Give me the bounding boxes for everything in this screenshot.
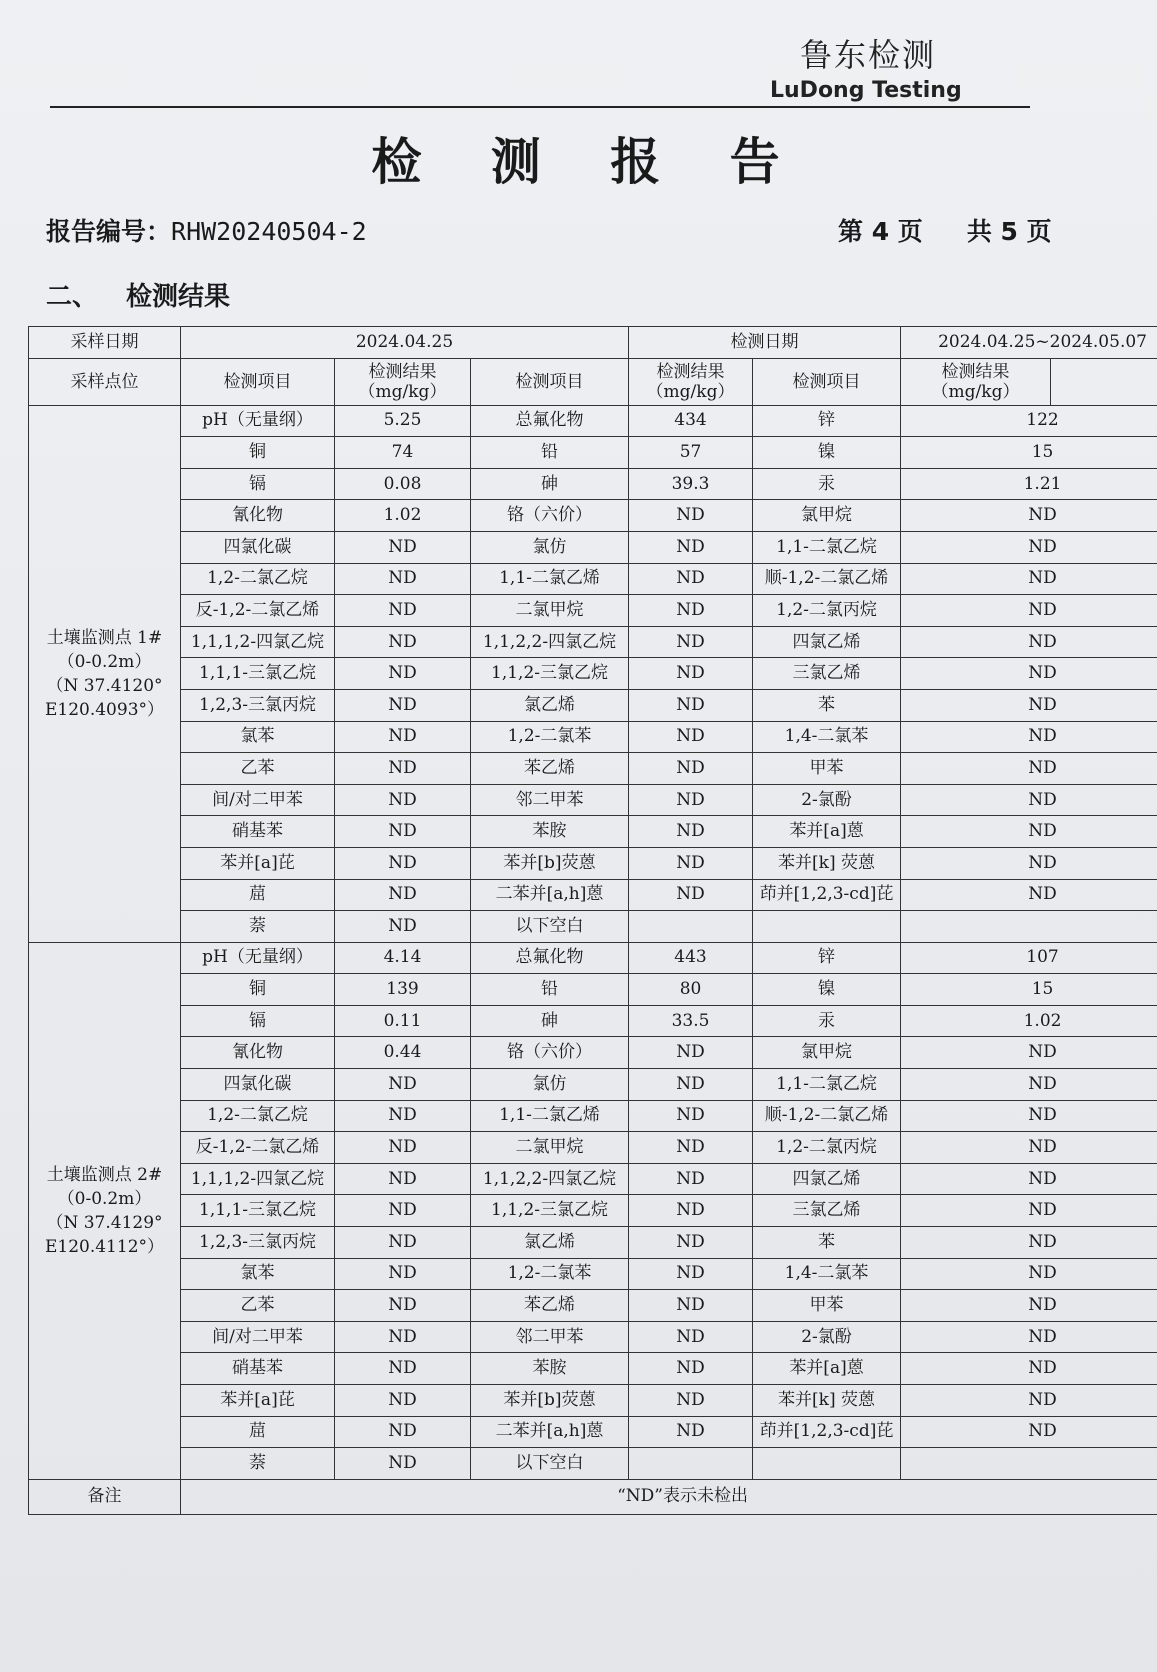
test-result-cell: ND <box>335 1163 471 1195</box>
test-item-cell: 汞 <box>753 1005 901 1037</box>
table-row <box>29 816 1157 848</box>
test-result-cell: ND <box>629 879 753 911</box>
test-item-cell: 苯并[b]荧蒽 <box>471 1385 629 1417</box>
test-item-cell: 苯 <box>753 689 901 721</box>
test-result-cell: ND <box>901 816 1157 848</box>
test-result-cell: ND <box>901 1385 1157 1417</box>
test-item-cell: 苯并[a]芘 <box>181 847 335 879</box>
site-line: （N 37.4120° <box>46 675 163 696</box>
test-item-cell: 汞 <box>753 468 901 500</box>
test-result-cell: ND <box>629 784 753 816</box>
result-header-unit: （mg/kg） <box>931 381 1020 402</box>
table-row <box>29 500 1157 532</box>
test-result-cell: 1.21 <box>901 468 1157 500</box>
test-item-cell: 1,2-二氯乙烷 <box>181 1100 335 1132</box>
test-item-cell: 锌 <box>753 942 901 974</box>
test-result-cell: ND <box>901 563 1157 595</box>
test-item-cell: 1,1,1-三氯乙烷 <box>181 658 335 690</box>
test-item-cell: 铅 <box>471 437 629 469</box>
test-result-cell: 107 <box>901 942 1157 974</box>
test-item-cell: 萘 <box>181 911 335 943</box>
test-result-cell: ND <box>335 1132 471 1164</box>
test-item-cell: 1,1,2,2-四氯乙烷 <box>471 626 629 658</box>
site-cell <box>29 942 181 1479</box>
test-result-cell: ND <box>335 1100 471 1132</box>
test-item-cell: 苯并[a]蒽 <box>753 816 901 848</box>
test-item-cell: 乙苯 <box>181 753 335 785</box>
test-result-cell: ND <box>335 595 471 627</box>
test-item-cell: 间/对二甲苯 <box>181 1321 335 1353</box>
test-result-cell <box>629 1448 753 1480</box>
brand-name-en: LuDong Testing <box>770 78 962 103</box>
test-result-cell: ND <box>335 879 471 911</box>
test-result-cell: 443 <box>629 942 753 974</box>
test-result-cell: ND <box>335 531 471 563</box>
table-row <box>29 721 1157 753</box>
table-row <box>29 1321 1157 1353</box>
test-result-cell: 434 <box>629 405 753 437</box>
test-result-cell: ND <box>335 1353 471 1385</box>
test-item-cell: 苯胺 <box>471 1353 629 1385</box>
test-result-cell: 74 <box>335 437 471 469</box>
test-item-cell: 2-氯酚 <box>753 784 901 816</box>
test-item-cell: 䓛 <box>181 879 335 911</box>
table-row <box>29 1163 1157 1195</box>
test-result-cell: ND <box>901 626 1157 658</box>
remark-label: 备注 <box>29 1479 181 1514</box>
test-item-cell: 四氯化碳 <box>181 531 335 563</box>
test-result-cell <box>901 911 1157 943</box>
test-item-cell: pH（无量纲） <box>181 942 335 974</box>
test-result-cell: ND <box>901 531 1157 563</box>
test-result-cell: ND <box>629 500 753 532</box>
test-item-cell: 二氯甲烷 <box>471 595 629 627</box>
test-result-cell: ND <box>901 847 1157 879</box>
test-item-cell: 总氟化物 <box>471 942 629 974</box>
test-result-cell: ND <box>335 1448 471 1480</box>
test-result-cell: ND <box>629 1132 753 1164</box>
test-result-cell: ND <box>901 1227 1157 1259</box>
result-header-label: 检测结果 <box>941 361 1010 382</box>
report-number-label: 报告编号： <box>46 217 172 246</box>
test-result-cell: ND <box>901 689 1157 721</box>
test-result-cell: 0.11 <box>335 1005 471 1037</box>
test-result-cell: ND <box>335 1416 471 1448</box>
table-row <box>29 879 1157 911</box>
table-row <box>29 595 1157 627</box>
test-result-cell: ND <box>629 1385 753 1417</box>
header-divider <box>50 106 1030 108</box>
test-item-cell: 1,1,2,2-四氯乙烷 <box>471 1163 629 1195</box>
test-result-cell: ND <box>901 1416 1157 1448</box>
test-result-cell: ND <box>335 784 471 816</box>
result-header-2 <box>629 358 753 405</box>
test-result-cell: ND <box>335 1069 471 1101</box>
test-result-cell: ND <box>629 1290 753 1322</box>
sampling-date-value: 2024.04.25 <box>181 327 629 359</box>
test-item-cell: 顺-1,2-二氯乙烯 <box>753 563 901 595</box>
test-item-cell: 1,1,1,2-四氯乙烷 <box>181 1163 335 1195</box>
document-title: 检 测 报 告 <box>371 133 806 191</box>
section-heading <box>46 276 230 313</box>
site-line: （0-0.2m） <box>57 651 152 672</box>
test-item-cell: 1,1-二氯乙烷 <box>753 1069 901 1101</box>
test-item-cell: 铅 <box>471 974 629 1006</box>
test-result-cell: ND <box>629 816 753 848</box>
test-item-cell: 苯 <box>753 1227 901 1259</box>
table-row <box>29 1227 1157 1259</box>
table-row <box>29 1416 1157 1448</box>
remark-row <box>29 1479 1157 1514</box>
test-result-cell: ND <box>901 753 1157 785</box>
test-result-cell: 80 <box>629 974 753 1006</box>
test-item-cell: 三氯乙烯 <box>753 658 901 690</box>
test-result-cell: 4.14 <box>335 942 471 974</box>
test-item-cell: 苯乙烯 <box>471 753 629 785</box>
test-item-cell: 1,2-二氯苯 <box>471 1258 629 1290</box>
table-row <box>29 942 1157 974</box>
table-row <box>29 911 1157 943</box>
test-item-cell: 1,1,1-三氯乙烷 <box>181 1195 335 1227</box>
table-row <box>29 1385 1157 1417</box>
test-result-cell: ND <box>901 595 1157 627</box>
table-row <box>29 689 1157 721</box>
table-row <box>29 1100 1157 1132</box>
test-result-cell: ND <box>335 911 471 943</box>
test-result-cell: ND <box>629 753 753 785</box>
site-line: E120.4093°） <box>44 699 165 720</box>
test-item-cell: 砷 <box>471 468 629 500</box>
test-item-cell: 甲苯 <box>753 753 901 785</box>
test-result-cell: 15 <box>901 974 1157 1006</box>
test-item-cell: 1,2,3-三氯丙烷 <box>181 1227 335 1259</box>
test-item-cell: 1,4-二氯苯 <box>753 1258 901 1290</box>
test-item-cell: 铬（六价） <box>471 1037 629 1069</box>
test-item-cell: 氰化物 <box>181 500 335 532</box>
test-result-cell: ND <box>629 1037 753 1069</box>
test-item-cell: 苯并[a]蒽 <box>753 1353 901 1385</box>
test-result-cell: ND <box>335 1195 471 1227</box>
test-item-cell: 铜 <box>181 437 335 469</box>
test-item-cell: 总氟化物 <box>471 405 629 437</box>
test-result-cell: ND <box>901 1037 1157 1069</box>
test-item-cell: 1,1-二氯乙烷 <box>753 531 901 563</box>
test-item-cell: 苯胺 <box>471 816 629 848</box>
test-item-cell: 镍 <box>753 437 901 469</box>
remark-text: “ND”表示未检出 <box>181 1479 1157 1514</box>
test-item-cell: 四氯乙烯 <box>753 1163 901 1195</box>
test-result-cell: ND <box>629 658 753 690</box>
page-current: 第 4 页 <box>838 217 923 246</box>
sampling-date-label: 采样日期 <box>29 327 181 359</box>
test-result-cell: 0.08 <box>335 468 471 500</box>
test-date-label: 检测日期 <box>629 327 901 359</box>
site-cell <box>29 405 181 942</box>
page-indicator <box>838 212 1052 248</box>
test-item-cell: 茚并[1,2,3-cd]芘 <box>753 1416 901 1448</box>
test-item-cell: 硝基苯 <box>181 816 335 848</box>
test-item-cell: 邻二甲苯 <box>471 1321 629 1353</box>
test-item-cell: 甲苯 <box>753 1290 901 1322</box>
test-item-cell: 顺-1,2-二氯乙烯 <box>753 1100 901 1132</box>
test-result-cell: 33.5 <box>629 1005 753 1037</box>
test-result-cell: ND <box>335 753 471 785</box>
test-result-cell: ND <box>901 500 1157 532</box>
test-item-cell: 二苯并[a,h]蒽 <box>471 1416 629 1448</box>
test-item-cell: 以下空白 <box>471 1448 629 1480</box>
table-row <box>29 437 1157 469</box>
test-result-cell: ND <box>629 1163 753 1195</box>
report-number-value: RHW20240504-2 <box>171 217 367 246</box>
test-result-cell: ND <box>901 1100 1157 1132</box>
section-title: 检测结果 <box>126 282 231 312</box>
results-table <box>28 326 1157 1515</box>
test-result-cell: 5.25 <box>335 405 471 437</box>
test-result-cell: ND <box>335 563 471 595</box>
test-item-cell: 氯乙烯 <box>471 689 629 721</box>
test-result-cell: ND <box>335 847 471 879</box>
test-result-cell: 0.44 <box>335 1037 471 1069</box>
test-date-value: 2024.04.25~2024.05.07 <box>901 327 1157 359</box>
test-item-cell: 邻二甲苯 <box>471 784 629 816</box>
site-line: 土壤监测点 1# <box>46 627 163 648</box>
test-result-cell <box>901 1448 1157 1480</box>
test-item-cell: 2-氯酚 <box>753 1321 901 1353</box>
test-result-cell: ND <box>629 847 753 879</box>
test-item-cell: 反-1,2-二氯乙烯 <box>181 1132 335 1164</box>
table-row <box>29 1258 1157 1290</box>
result-header-label: 检测结果 <box>656 361 725 382</box>
test-result-cell: ND <box>901 1353 1157 1385</box>
test-item-cell: pH（无量纲） <box>181 405 335 437</box>
test-result-cell: 39.3 <box>629 468 753 500</box>
site-line: 土壤监测点 2# <box>46 1164 163 1185</box>
test-item-cell: 1,4-二氯苯 <box>753 721 901 753</box>
test-item-cell: 苯并[b]荧蒽 <box>471 847 629 879</box>
section-number: 二、 <box>46 282 99 312</box>
table-row <box>29 1069 1157 1101</box>
test-result-cell: 122 <box>901 405 1157 437</box>
test-result-cell: ND <box>335 1385 471 1417</box>
test-item-cell: 锌 <box>753 405 901 437</box>
table-row <box>29 753 1157 785</box>
test-item-cell: 铬（六价） <box>471 500 629 532</box>
report-number <box>46 212 367 248</box>
table-row <box>29 1353 1157 1385</box>
test-item-cell: 茚并[1,2,3-cd]芘 <box>753 879 901 911</box>
test-result-cell: ND <box>901 658 1157 690</box>
test-result-cell: ND <box>901 1163 1157 1195</box>
table-row <box>29 1005 1157 1037</box>
test-item-cell: 三氯乙烯 <box>753 1195 901 1227</box>
test-result-cell: ND <box>629 563 753 595</box>
test-result-cell: 57 <box>629 437 753 469</box>
test-item-cell: 氯仿 <box>471 1069 629 1101</box>
column-header-row <box>29 358 1157 405</box>
test-item-cell: 1,1-二氯乙烯 <box>471 1100 629 1132</box>
test-item-cell: 氯乙烯 <box>471 1227 629 1259</box>
test-item-cell: 1,1,2-三氯乙烷 <box>471 658 629 690</box>
test-item-cell: 二氯甲烷 <box>471 1132 629 1164</box>
table-row <box>29 626 1157 658</box>
site-line: （N 37.4129° <box>46 1212 163 1233</box>
result-header-3 <box>901 358 1051 405</box>
table-row <box>29 784 1157 816</box>
result-header-1 <box>335 358 471 405</box>
test-item-cell: 1,1-二氯乙烯 <box>471 563 629 595</box>
table-row <box>29 1037 1157 1069</box>
table-row <box>29 658 1157 690</box>
test-result-cell: ND <box>335 626 471 658</box>
item-header-2: 检测项目 <box>471 358 629 405</box>
test-item-cell: 1,2-二氯丙烷 <box>753 595 901 627</box>
site-header: 采样点位 <box>29 358 181 405</box>
table-row <box>29 1448 1157 1480</box>
test-result-cell: ND <box>629 1227 753 1259</box>
table-row <box>29 531 1157 563</box>
test-result-cell: ND <box>629 531 753 563</box>
test-item-cell: 乙苯 <box>181 1290 335 1322</box>
result-header-label: 检测结果 <box>368 361 437 382</box>
test-item-cell: 1,1,1,2-四氯乙烷 <box>181 626 335 658</box>
site-line: E120.4112°） <box>44 1236 165 1257</box>
test-result-cell: ND <box>629 1353 753 1385</box>
test-item-cell: 氯甲烷 <box>753 500 901 532</box>
test-result-cell: ND <box>335 1258 471 1290</box>
test-item-cell: 氯苯 <box>181 1258 335 1290</box>
test-item-cell: 间/对二甲苯 <box>181 784 335 816</box>
test-item-cell: 反-1,2-二氯乙烯 <box>181 595 335 627</box>
test-result-cell: ND <box>335 816 471 848</box>
test-item-cell: 硝基苯 <box>181 1353 335 1385</box>
test-item-cell: 二苯并[a,h]蒽 <box>471 879 629 911</box>
test-result-cell: ND <box>901 1258 1157 1290</box>
test-item-cell: 1,2-二氯乙烷 <box>181 563 335 595</box>
test-item-cell: 氯仿 <box>471 531 629 563</box>
test-item-cell <box>753 1448 901 1480</box>
test-result-cell: ND <box>335 1290 471 1322</box>
test-result-cell: ND <box>901 1321 1157 1353</box>
test-result-cell: ND <box>901 1069 1157 1101</box>
table-row <box>29 974 1157 1006</box>
test-result-cell: ND <box>901 721 1157 753</box>
test-item-cell: 苯并[a]芘 <box>181 1385 335 1417</box>
test-result-cell: 15 <box>901 437 1157 469</box>
test-result-cell: ND <box>335 1227 471 1259</box>
test-result-cell: ND <box>629 595 753 627</box>
test-result-cell: 1.02 <box>901 1005 1157 1037</box>
test-item-cell: 萘 <box>181 1448 335 1480</box>
test-item-cell: 苯并[k] 荧蒽 <box>753 847 901 879</box>
site-line: （0-0.2m） <box>57 1188 152 1209</box>
item-header-3: 检测项目 <box>753 358 901 405</box>
test-item-cell: 苯并[k] 荧蒽 <box>753 1385 901 1417</box>
table-row <box>29 1132 1157 1164</box>
test-item-cell: 铜 <box>181 974 335 1006</box>
test-item-cell: 氰化物 <box>181 1037 335 1069</box>
test-item-cell: 砷 <box>471 1005 629 1037</box>
table-row <box>29 468 1157 500</box>
test-item-cell: 镉 <box>181 1005 335 1037</box>
result-header-unit: （mg/kg） <box>646 381 735 402</box>
test-item-cell: 镉 <box>181 468 335 500</box>
test-result-cell: 1.02 <box>335 500 471 532</box>
test-result-cell: ND <box>629 721 753 753</box>
test-result-cell: ND <box>901 1290 1157 1322</box>
test-result-cell: ND <box>335 658 471 690</box>
test-item-cell: 苯乙烯 <box>471 1290 629 1322</box>
table-row <box>29 1290 1157 1322</box>
test-item-cell: 氯苯 <box>181 721 335 753</box>
test-item-cell: 氯甲烷 <box>753 1037 901 1069</box>
test-item-cell: 䓛 <box>181 1416 335 1448</box>
test-item-cell <box>753 911 901 943</box>
test-result-cell: ND <box>901 1195 1157 1227</box>
table-row <box>29 405 1157 437</box>
result-header-unit: （mg/kg） <box>358 381 447 402</box>
test-result-cell <box>629 911 753 943</box>
page-total: 共 5 页 <box>966 217 1052 246</box>
table-row <box>29 1195 1157 1227</box>
test-result-cell: ND <box>629 626 753 658</box>
brand-name-cn: 鲁东检测 <box>800 36 937 74</box>
test-item-cell: 1,1,2-三氯乙烷 <box>471 1195 629 1227</box>
test-result-cell: ND <box>901 1132 1157 1164</box>
test-item-cell: 镍 <box>753 974 901 1006</box>
test-result-cell: ND <box>629 1416 753 1448</box>
test-item-cell: 1,2-二氯苯 <box>471 721 629 753</box>
test-result-cell: ND <box>335 689 471 721</box>
table-row <box>29 563 1157 595</box>
test-item-cell: 1,2,3-三氯丙烷 <box>181 689 335 721</box>
test-result-cell: ND <box>629 689 753 721</box>
item-header-1: 检测项目 <box>181 358 335 405</box>
test-item-cell: 四氯化碳 <box>181 1069 335 1101</box>
test-item-cell: 以下空白 <box>471 911 629 943</box>
test-result-cell: ND <box>335 1321 471 1353</box>
date-row <box>29 327 1157 359</box>
test-result-cell: 139 <box>335 974 471 1006</box>
test-item-cell: 四氯乙烯 <box>753 626 901 658</box>
test-result-cell: ND <box>335 721 471 753</box>
test-result-cell: ND <box>629 1258 753 1290</box>
test-result-cell: ND <box>629 1195 753 1227</box>
test-result-cell: ND <box>629 1321 753 1353</box>
test-result-cell: ND <box>901 784 1157 816</box>
test-result-cell: ND <box>901 879 1157 911</box>
table-row <box>29 847 1157 879</box>
test-item-cell: 1,2-二氯丙烷 <box>753 1132 901 1164</box>
test-result-cell: ND <box>629 1069 753 1101</box>
test-result-cell: ND <box>629 1100 753 1132</box>
